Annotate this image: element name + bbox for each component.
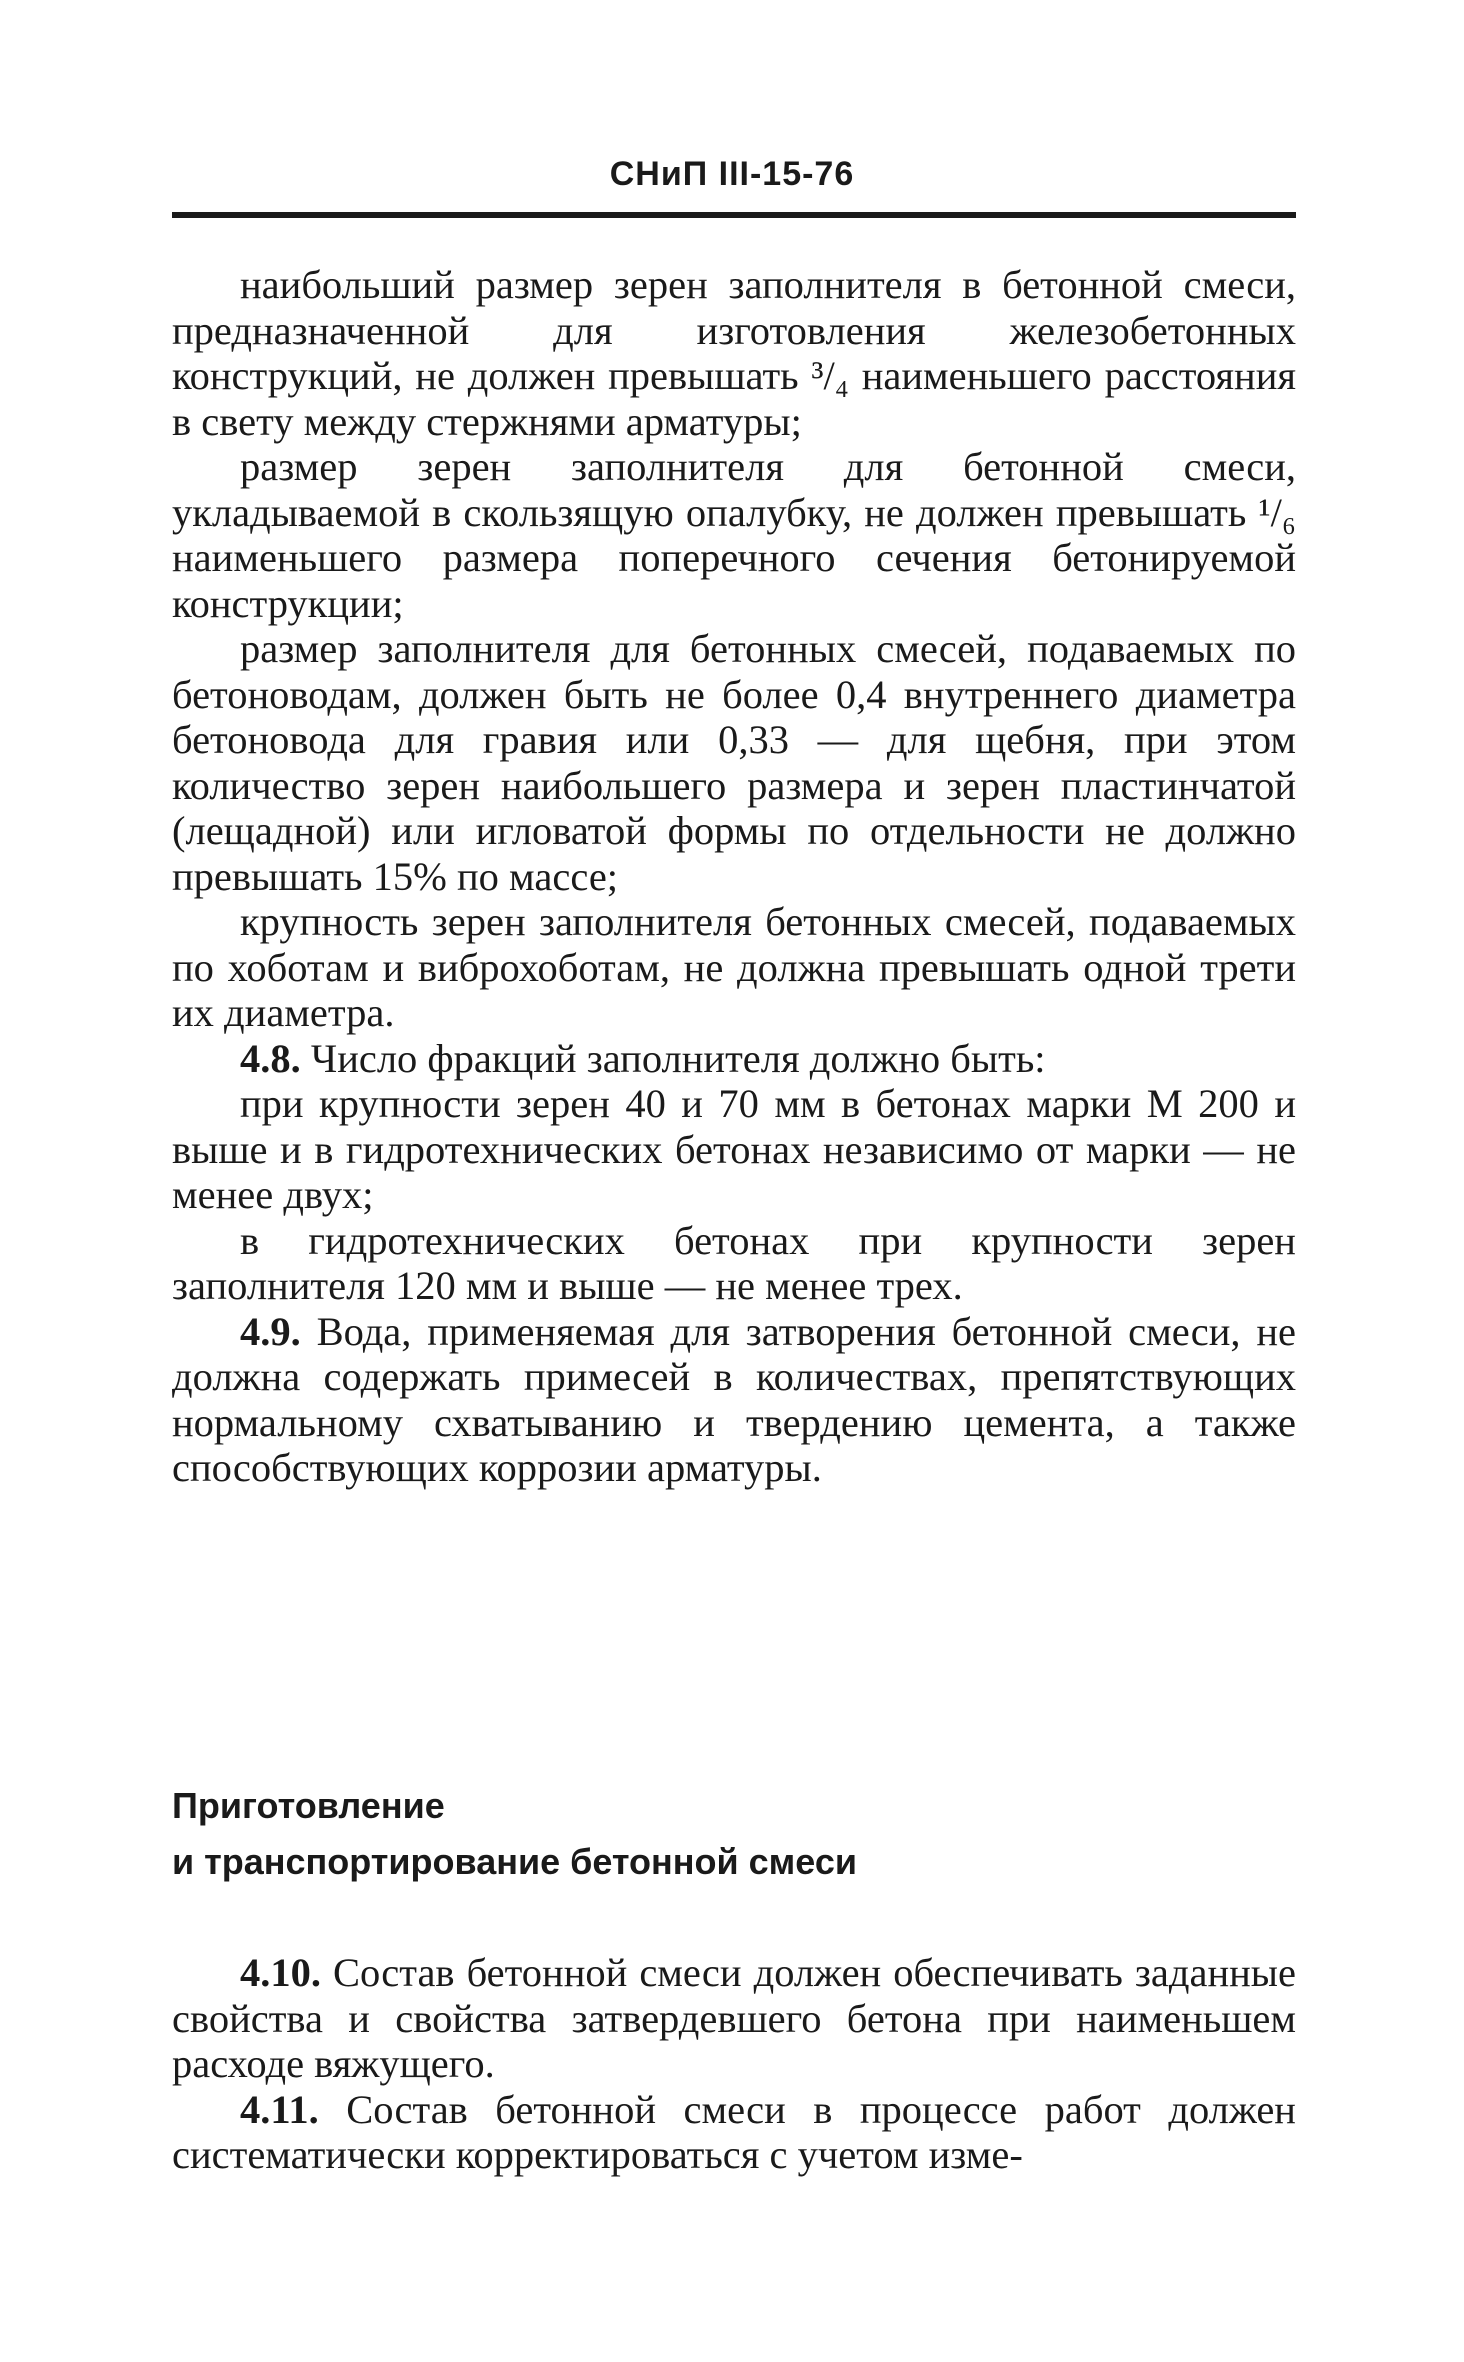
clause-number: 4.10. <box>240 1950 321 1995</box>
clause-number: 4.8. <box>240 1035 301 1081</box>
clause-number: 4.11. <box>240 2086 319 2132</box>
clause-4-9: 4.9. Вода, применяемая для затворения бетонной смеси, не должна содержать примесей в количествах, препятствующих нормальному схватыванию и твердению цемента, а также способствующих коррозии арматуры. <box>172 1308 1296 1490</box>
section-body <box>172 1950 1296 2178</box>
body-text <box>172 262 1296 1491</box>
clause-4-11: 4.11. Состав бетонной смеси в процессе работ должен систематически корректироваться с учетом изме- <box>172 2086 1296 2177</box>
paragraph: крупность зерен заполнителя бетонных смесей, подаваемых по хоботам и виброхоботам, не должна превышать одной трети их диаметра. <box>172 899 1296 1035</box>
paragraph: наибольший размер зерен заполнителя в бетонной смеси, предназначенной для изготовления железобетонных конструкций, не должен превышать ³/₄ наименьшего расстояния в свету между стержнями арматуры; <box>172 262 1296 444</box>
section-heading <box>172 1778 1296 1890</box>
clause-4-8: 4.8. Число фракций заполнителя должно быть: <box>240 1035 1046 1081</box>
paragraph: при крупности зерен 40 и 70 мм в бетонах марки М 200 и выше и в гидротехнических бетонах независимо от марки — не менее двух; <box>172 1081 1296 1217</box>
paragraph: размер зерен заполнителя для бетонной смеси, укладываемой в скользящую опалубку, не должен превышать ¹/₆ наименьшего размера поперечного сечения бетонируемой конструкции; <box>172 444 1296 626</box>
clause-4-10: 4.10. Состав бетонной смеси должен обеспечивать заданные свойства и свойства затвердевшего бетона при наименьшем расходе вяжущего. <box>172 1950 1296 2086</box>
header-rule <box>172 212 1296 218</box>
paragraph: в гидротехнических бетонах при крупности зерен заполнителя 120 мм и выше — не менее трех. <box>172 1217 1296 1308</box>
running-header: СНиП III-15-76 <box>609 155 855 193</box>
section-heading-line-1: Приготовление <box>172 1785 445 1826</box>
section-heading-line-2: и транспортирование бетонной смеси <box>172 1841 858 1882</box>
clause-number: 4.9. <box>240 1308 301 1354</box>
paragraph: размер заполнителя для бетонных смесей, подаваемых по бетоноводам, должен быть не более 0,4 внутреннего диаметра бетоновода для гравия или 0,33 — для щебня, при этом количество зерен наибольшего размера и зерен пластинчатой (лещадной) или игловатой формы по отдельности не должно превышать 15% по массе; <box>172 626 1296 899</box>
